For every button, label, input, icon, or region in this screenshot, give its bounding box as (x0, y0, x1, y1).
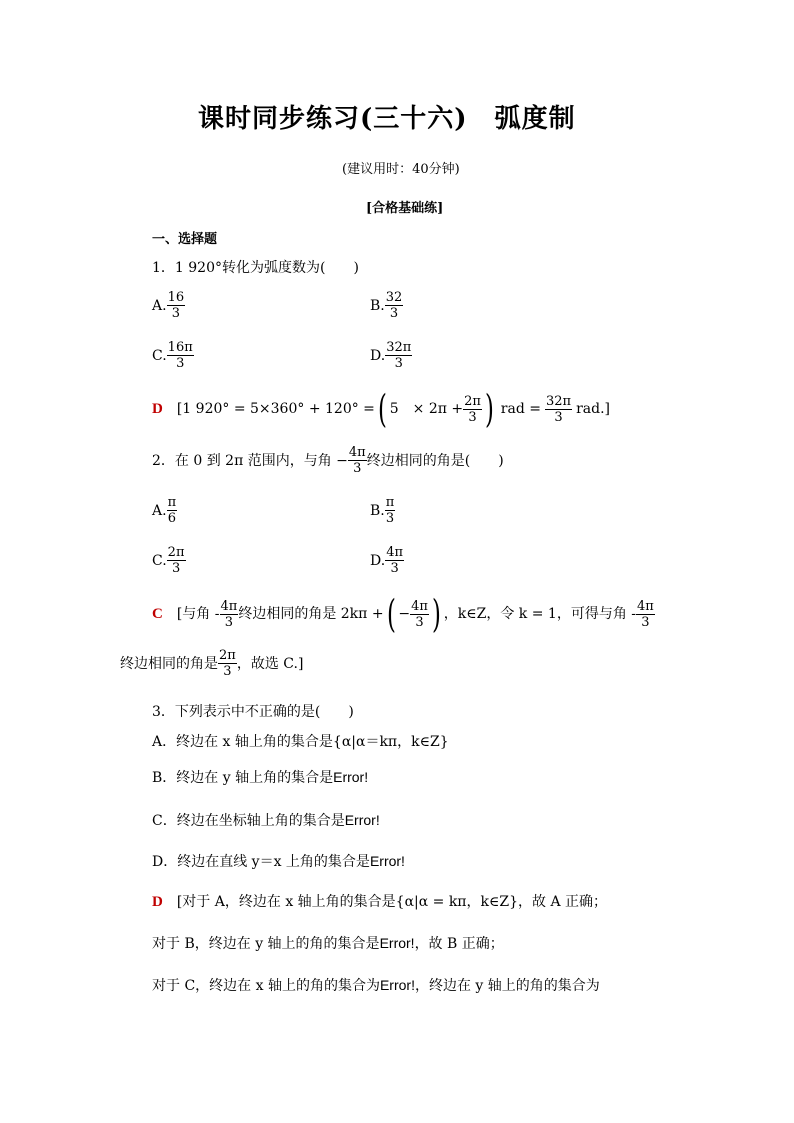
numerator: 4π (411, 598, 428, 614)
stem-text: 2．在 0 到 2π 范围内，与角 − (152, 452, 348, 469)
explanation-text: rad = (500, 401, 541, 417)
q2-option-c (152, 545, 186, 576)
right-paren: ) (484, 387, 494, 431)
explanation-text: [对于 A，终边在 x 轴上角的集合是{α|α = kπ，k∈Z}，故 A 正确； (176, 894, 608, 910)
q2-explanation-cont (120, 648, 303, 679)
q2-option-d (370, 545, 404, 576)
option-label: D. (370, 347, 386, 364)
fraction (167, 290, 186, 321)
denominator: 3 (171, 306, 180, 321)
denominator: 3 (554, 409, 563, 425)
option-label: C. (152, 347, 167, 364)
denominator: 3 (641, 614, 650, 630)
fraction (220, 599, 239, 630)
numerator: 4π (386, 545, 404, 560)
option-text: C．终边在坐标轴上角的集合是 (152, 813, 345, 829)
part-header: 一、选择题 (152, 232, 218, 247)
numerator: π (385, 495, 395, 510)
explanation-text: 对于 C，终边在 x 轴上的角的集合为 (152, 978, 380, 994)
explanation-text: ，终边在 y 轴上的角的集合为 (414, 978, 600, 994)
q1-option-a (152, 290, 185, 321)
denominator: 3 (394, 356, 403, 371)
option-label: C. (152, 552, 167, 569)
fraction (167, 340, 194, 371)
numerator: 32π (545, 393, 572, 409)
q3-explanation (152, 892, 607, 912)
fraction (167, 545, 186, 576)
numerator: 2π (219, 648, 236, 663)
q1-stem: 1．1 920°转化为弧度数为( ) (152, 260, 359, 276)
q3-explanation-c (152, 975, 600, 996)
fraction (348, 445, 367, 476)
numerator: 32 (385, 290, 403, 305)
explanation-text: 终边相同的角是 2kπ + (238, 606, 384, 622)
fraction (167, 495, 178, 526)
error-placeholder: Error! (333, 769, 369, 785)
left-paren: ( (386, 592, 396, 636)
denominator: 3 (390, 561, 399, 576)
explanation-text: ，k∈Z，令 k = 1，可得与角 - (443, 606, 637, 622)
fraction (218, 648, 237, 679)
denominator: 3 (176, 356, 185, 371)
option-text: B．终边在 y 轴上角的集合是 (152, 770, 334, 786)
denominator: 3 (385, 511, 395, 526)
option-label: A. (152, 502, 167, 519)
answer-letter: D (152, 894, 163, 910)
q3-option-d (152, 851, 405, 872)
explanation-text: ，故 B 正确； (414, 936, 504, 952)
fraction (385, 290, 404, 321)
denominator: 3 (389, 306, 399, 321)
q2-option-b (370, 495, 395, 526)
q1-option-d (370, 340, 412, 371)
explanation-text: rad.] (576, 401, 610, 417)
fraction (545, 394, 572, 425)
explanation-text: 终边相同的角是 (120, 655, 218, 672)
explanation-text: 5 × 2π + (389, 401, 464, 417)
denominator: 3 (415, 614, 424, 630)
numerator: 4π (220, 598, 238, 614)
q3-option-b (152, 767, 368, 788)
right-paren: ) (431, 592, 441, 636)
numerator: π (167, 495, 177, 510)
option-text: D．终边在直线 y＝x 上角的集合是 (152, 854, 370, 870)
fraction (385, 495, 396, 526)
numerator: 16 (167, 290, 185, 305)
option-label: B. (370, 297, 385, 314)
suggested-time: (建议用时：40分钟) (342, 162, 460, 177)
fraction (385, 340, 412, 371)
denominator: 3 (353, 461, 362, 476)
q2-option-a (152, 495, 177, 526)
answer-letter: C (152, 606, 163, 622)
q3-option-c (152, 810, 380, 831)
denominator: 3 (223, 664, 232, 679)
explanation-text: 对于 B，终边在 y 轴上的角的集合是 (152, 936, 380, 952)
option-label: A. (152, 297, 167, 314)
explanation-text: [1 920° = 5×360° + 120° = (176, 401, 375, 417)
numerator: 2π (464, 393, 481, 409)
option-label: B. (370, 502, 385, 519)
numerator: 32π (386, 340, 412, 355)
section-header: [合格基础练] (366, 201, 444, 216)
q1-option-b (370, 290, 403, 321)
denominator: 3 (224, 614, 234, 630)
denominator: 6 (167, 511, 176, 526)
fraction (385, 545, 404, 576)
q2-stem (152, 445, 504, 476)
q3-stem: 3．下列表示中不正确的是( ) (152, 704, 354, 720)
q3-explanation-b (152, 933, 504, 954)
explanation-text: ，故选 C.] (236, 655, 304, 672)
q3-option-a: A．终边在 x 轴上角的集合是{α|α＝kπ，k∈Z} (152, 734, 449, 750)
explanation-text: [与角 - (176, 606, 220, 622)
numerator: 4π (637, 598, 654, 614)
error-placeholder: Error! (379, 977, 415, 993)
page-title: 课时同步练习(三十六) 弧度制 (198, 104, 576, 134)
numerator: 4π (348, 445, 366, 460)
q1-option-c (152, 340, 194, 371)
answer-letter: D (152, 401, 163, 417)
error-placeholder: Error! (369, 853, 405, 869)
numerator: 16π (167, 340, 193, 355)
option-label: D. (370, 552, 386, 569)
denominator: 3 (468, 409, 477, 425)
explanation-text: − (398, 606, 411, 622)
denominator: 3 (171, 561, 181, 576)
error-placeholder: Error! (379, 935, 415, 951)
error-placeholder: Error! (344, 812, 380, 828)
fraction (636, 599, 655, 630)
left-paren: ( (377, 387, 387, 431)
stem-text: 终边相同的角是( ) (366, 452, 504, 469)
q1-explanation (152, 387, 610, 431)
fraction (463, 394, 482, 425)
fraction (410, 599, 429, 630)
q2-explanation (152, 592, 655, 636)
numerator: 2π (167, 545, 185, 560)
